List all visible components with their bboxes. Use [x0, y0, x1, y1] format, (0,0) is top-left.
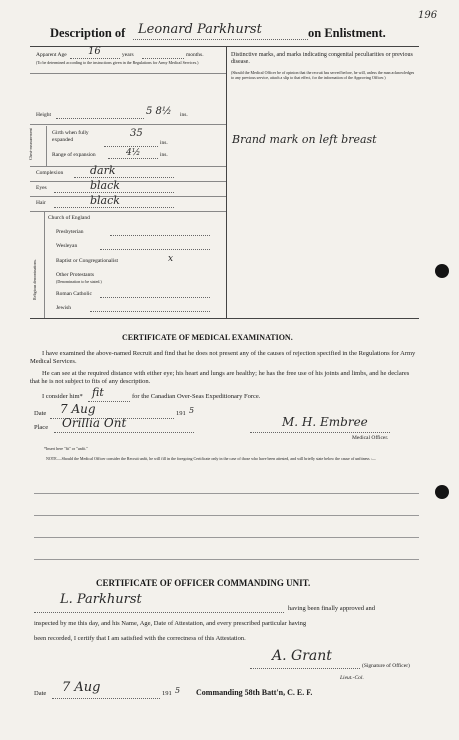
- religion-roman-catholic: Roman Catholic: [56, 291, 92, 297]
- hair-label: Hair: [36, 200, 46, 206]
- medical-para2: He can see at the required distance with either eye; his heart and lungs are healthy; he has the free use of his joints and limbs, and he declares that he is not subject to fits of any description.: [30, 370, 410, 385]
- officer-date-value: 7 Aug: [62, 680, 101, 695]
- consider-suffix: for the Canadian Over-Seas Expeditionary Force.: [132, 393, 261, 400]
- religion-baptist: Baptist or Congregationalist: [56, 258, 119, 264]
- years-label: years: [122, 52, 134, 58]
- consider-label: I consider him*: [42, 393, 83, 400]
- range-value: 4½: [126, 148, 141, 158]
- religion-side-label: Religious denominations.: [32, 259, 37, 300]
- chest-label: Chest-measurement: [28, 128, 33, 160]
- marks-heading: Distinctive marks, and marks indicating congenital peculiarities or previous disease.: [231, 52, 413, 65]
- officer-year-value: 5: [175, 686, 181, 695]
- punch-hole-top: [435, 264, 449, 278]
- medical-heading: CERTIFICATE OF MEDICAL EXAMINATION.: [122, 333, 293, 342]
- marks-handwritten: Brand mark on left breast: [232, 133, 377, 146]
- officer-rank: Lieut.-Col.: [340, 675, 364, 681]
- consider-value: fit: [92, 386, 104, 399]
- hair-value: black: [90, 194, 120, 207]
- page-number: 196: [418, 10, 438, 21]
- medical-date-label: Date: [34, 410, 47, 417]
- religion-wesleyan: Wesleyan: [56, 243, 78, 249]
- religion-denomination-note: (Denomination to be stated.): [56, 279, 102, 284]
- girth-value: 35: [130, 128, 143, 139]
- medical-officer-label: Medical Officer.: [352, 435, 389, 441]
- officer-unit: Commanding 58th Batt'n, C. E. F.: [196, 688, 313, 697]
- medical-date-value: 7 Aug: [60, 402, 96, 416]
- officer-date-label: Date: [34, 690, 47, 697]
- officer-signature-label: (Signature of Officer): [362, 663, 410, 669]
- title-suffix: on Enlistment.: [308, 26, 386, 40]
- medical-year-value: 5: [189, 406, 195, 415]
- recruit-name: Leonard Parkhurst: [138, 22, 262, 37]
- religion-jewish: Jewish: [56, 305, 71, 311]
- age-value: 16: [88, 46, 101, 57]
- unfit-note: NOTE.—Should the Medical Officer consider the Recruit unfit, he will fill in the foregoing Certificate only in the case of those who have been attested, and will briefly state below the cause of unfitness :—: [46, 456, 376, 461]
- officer-signature: A. Grant: [272, 648, 332, 664]
- officer-line2: inspected by me this day, and his Name, Age, Date of Attestation, and every prescribed particular having: [34, 620, 307, 627]
- age-note: (To be determined according to the instructions given in the Regulations for Army Medical Services.): [36, 60, 199, 65]
- officer-line1-suffix: having been finally approved and: [288, 605, 375, 612]
- punch-hole-bottom: [435, 485, 449, 499]
- religion-church-of-england: Church of England: [48, 215, 90, 221]
- insert-note: *Insert here "fit" or "unfit.": [44, 446, 88, 451]
- marks-note: (Should the Medical Officer be of opinion that the recruit has served before, he will, unless the man acknowledges to any previous service, attach a slip to that effect, for the information of the Approving Officer.): [231, 70, 415, 80]
- girth-unit: ins.: [160, 140, 168, 146]
- age-label: Apparent Age: [36, 52, 67, 58]
- height-value: 5 8½: [146, 106, 172, 117]
- medical-para1: I have examined the above-named Recruit and find that he does not present any of the causes of rejection specified in the Regulations for Army Medical Services.: [30, 350, 416, 365]
- title-prefix: Description of: [50, 26, 126, 40]
- eyes-value: black: [90, 179, 120, 192]
- religion-other-protestants: Other Protestants: [56, 272, 95, 278]
- eyes-label: Eyes: [36, 185, 47, 191]
- range-unit: ins.: [160, 152, 168, 158]
- height-unit: ins.: [180, 112, 188, 118]
- medical-place-value: Orillia Ont: [62, 416, 127, 430]
- religion-presbyterian: Presbyterian: [56, 229, 84, 235]
- medical-officer-signature: M. H. Embree: [282, 415, 368, 429]
- religion-baptist-mark: x: [168, 254, 174, 264]
- medical-place-label: Place: [34, 424, 49, 431]
- medical-year-prefix: 191: [176, 410, 186, 417]
- officer-line3: been recorded, I certify that I am satisfied with the correctness of this Attestation.: [34, 635, 246, 642]
- officer-heading: CERTIFICATE OF OFFICER COMMANDING UNIT.: [96, 578, 311, 588]
- height-label: Height: [36, 112, 51, 118]
- range-label: Range of expansion: [52, 152, 96, 158]
- girth-label: Girth when fully expanded: [52, 130, 89, 143]
- complexion-label: Complexion: [36, 170, 64, 176]
- months-label: months.: [186, 52, 204, 58]
- complexion-value: dark: [90, 164, 116, 177]
- officer-recruit-name: L. Parkhurst: [60, 592, 142, 607]
- officer-year-prefix: 191: [162, 690, 172, 697]
